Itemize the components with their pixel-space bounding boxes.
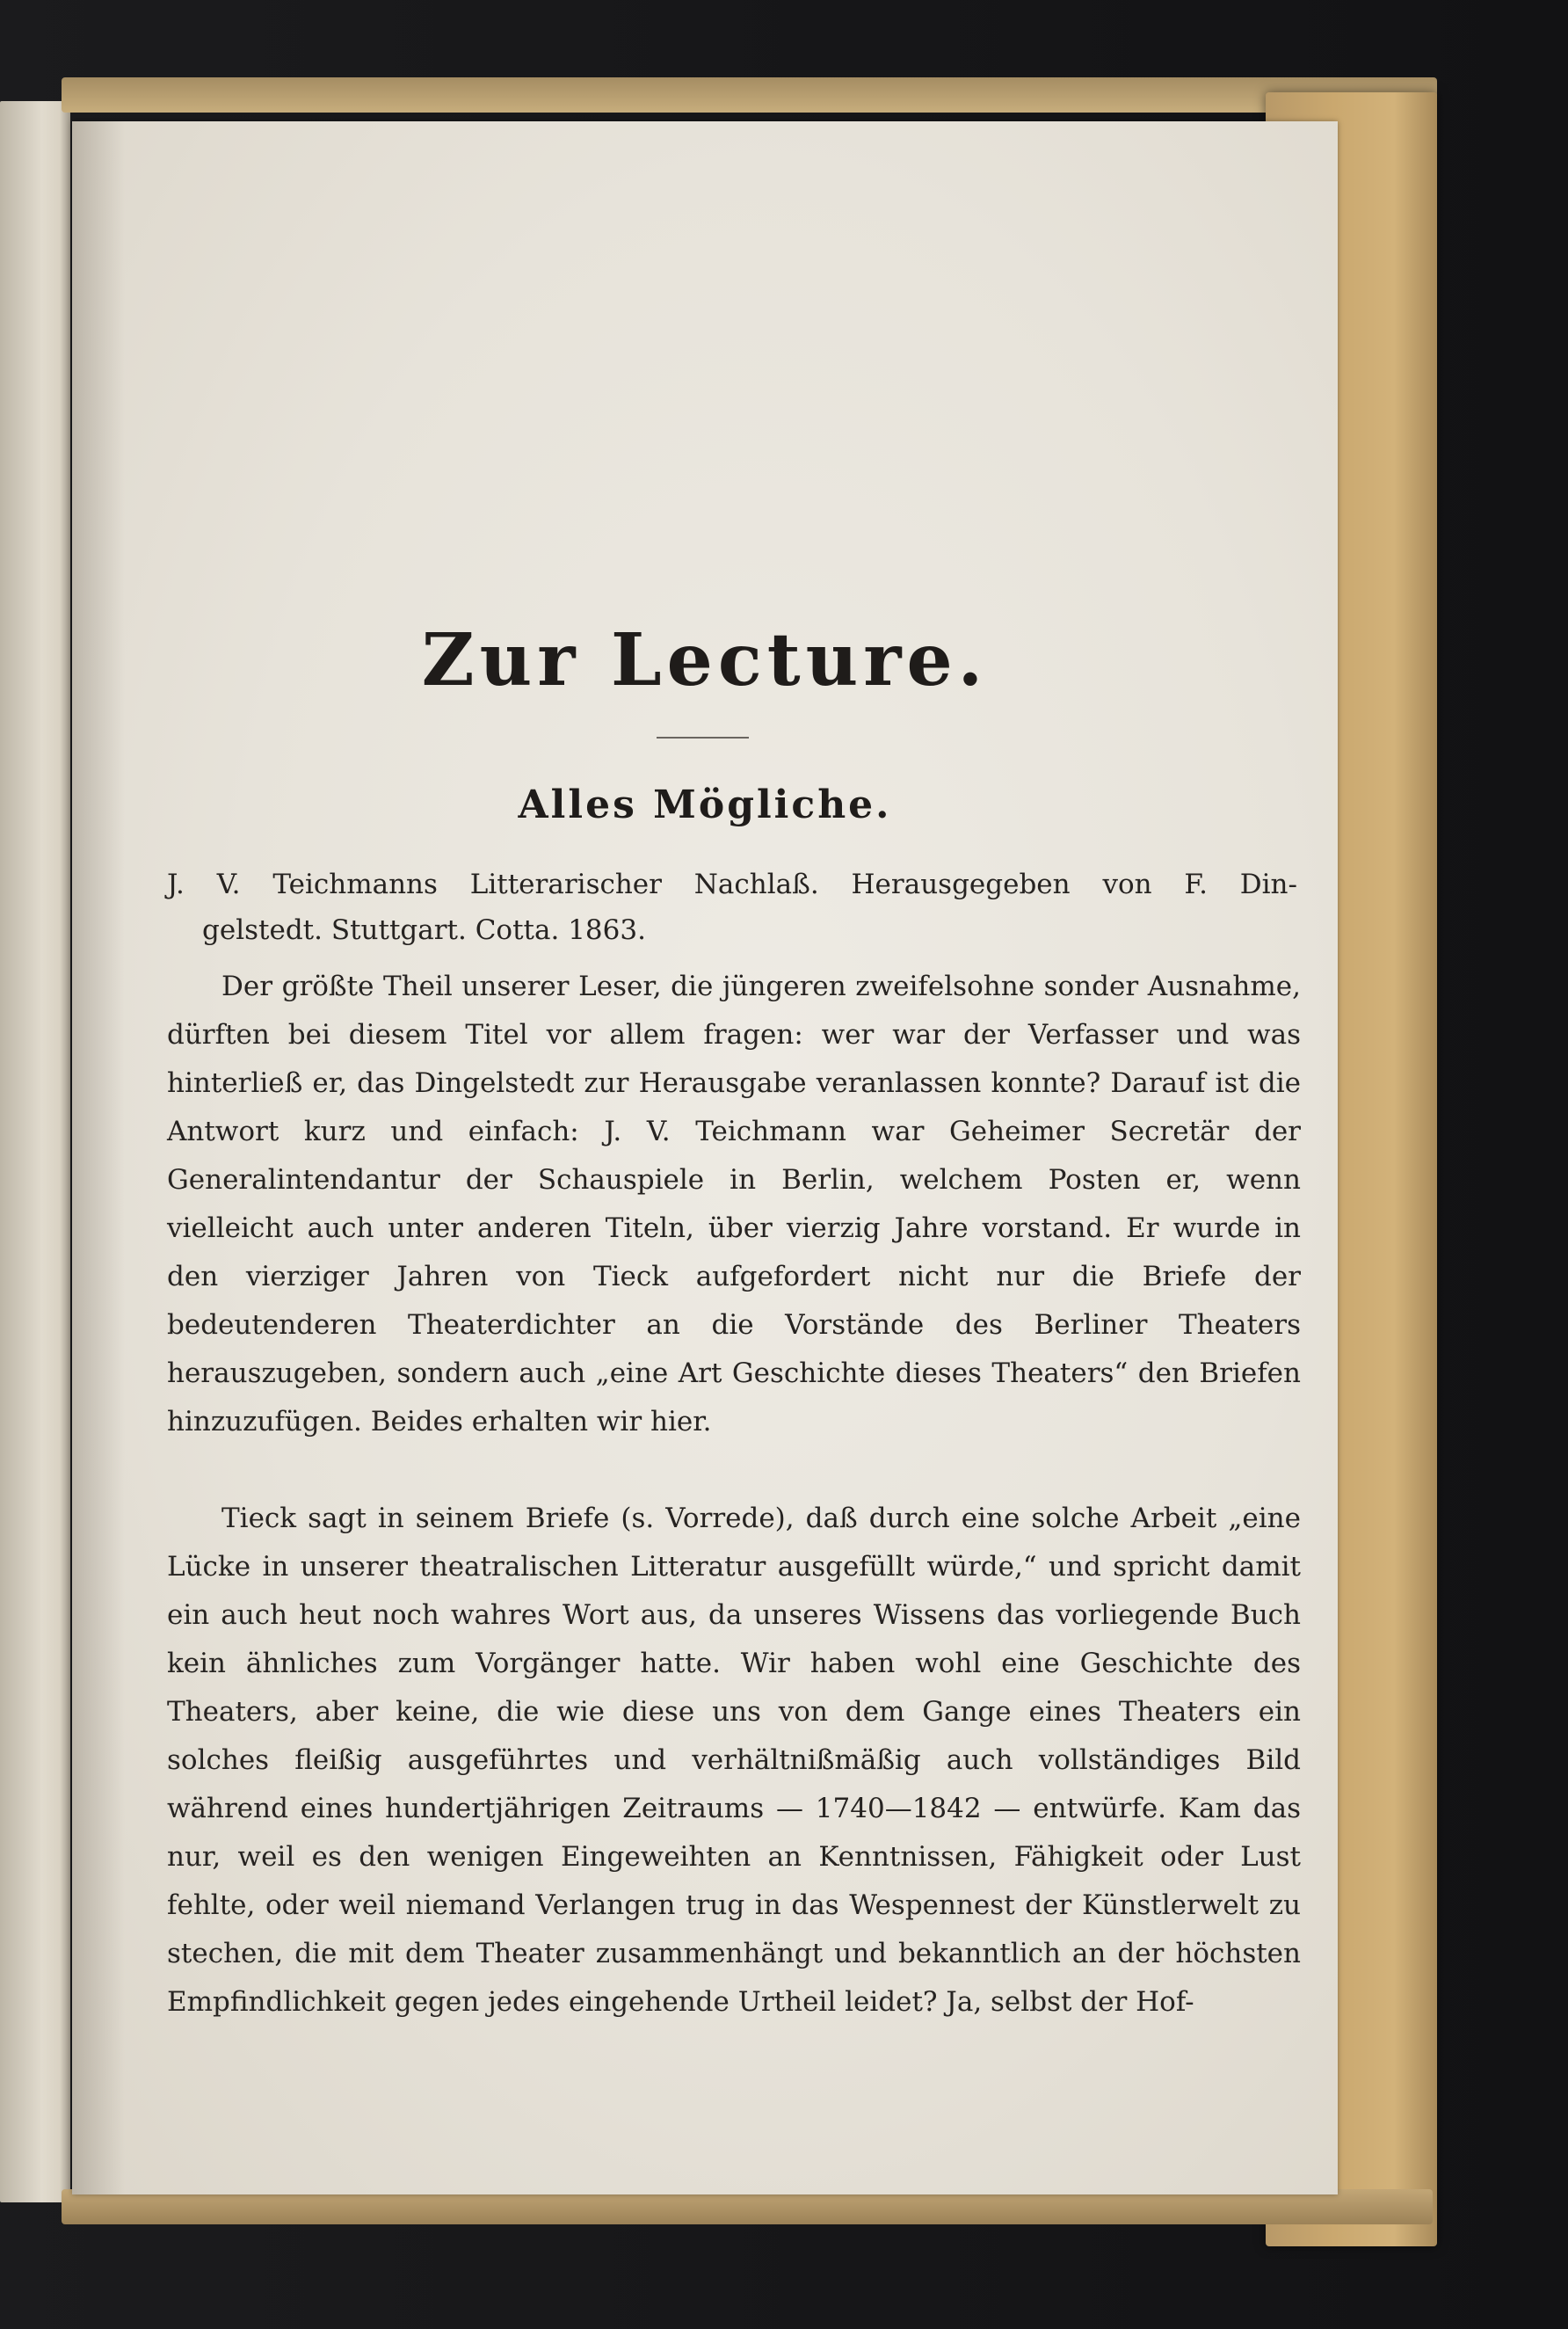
body-paragraph-2: Tieck sagt in seinem Briefe (s. Vorrede), daß durch eine solche Arbeit „eine Lücke in unserer theatralischen Litteratur ausgefüllt würde,“ und spricht damit ein auch heut noch wahres Wort aus, da unseres Wissens das vorliegende Buch kein ähnliches zum Vorgänger hatte. Wir haben wohl eine Geschichte des Theaters, aber keine, die wie diese uns von dem Gange eines Theaters ein solches fleißig ausgeführtes und verhältnißmäßig auch vollständiges Bild während eines hundertjährigen Zeitraums — 1740—1842 — entwürfe. Kam das nur, weil es den wenigen Eingeweihten an Kenntnissen, Fähigkeit oder Lust fehlte, oder weil niemand Verlangen trug in das Wespennest der Künstlerwelt zu stechen, die mit dem Theater zusammenhängt und bekanntlich an der höchsten Empfindlichkeit gegen jedes eingehende Urtheil leidet? Ja, selbst der Hof- (167, 1503, 1301, 2018)
bibliographic-reference-line2: gelstedt. Stuttgart. Cotta. 1863. (202, 914, 646, 946)
book-page (72, 121, 1338, 2194)
section-title: Zur Lecture. (421, 618, 989, 702)
cover-edge-bottom (62, 2189, 1433, 2224)
body-paragraph-1: Der größte Theil unserer Leser, die jüngeren zweifelsohne sonder Ausnahme, dürften bei diesem Titel vor allem fragen: wer war der Verfasser und was hinterließ er, das Dingelstedt zur Herausgabe veranlassen konnte? Darauf ist die Antwort kurz und einfach: J. V. Teichmann war Geheimer Secretär der Generalintendantur der Schauspiele in Berlin, welchem Posten er, wenn vielleicht auch unter anderen Titeln, über vierzig Jahre vorstand. Er wurde in den vierziger Jahren von Tieck aufgefordert nicht nur die Briefe der bedeutenderen Theaterdichter an die Vorstände des Berliner Theaters herauszugeben, sondern auch „eine Art Geschichte dieses Theaters“ den Briefen hinzuzufügen. Beides erhalten wir hier. (167, 971, 1301, 1437)
previous-page-edge (0, 101, 70, 2202)
page-gutter-shadow (72, 121, 125, 2194)
cover-edge-top (62, 77, 1437, 113)
bibliographic-reference-line1: J. V. Teichmanns Litterarischer Nachlaß. Herausgegeben von F. Din- (167, 869, 1297, 900)
title-divider (657, 737, 749, 739)
article-heading: Alles Mögliche. (518, 782, 892, 827)
